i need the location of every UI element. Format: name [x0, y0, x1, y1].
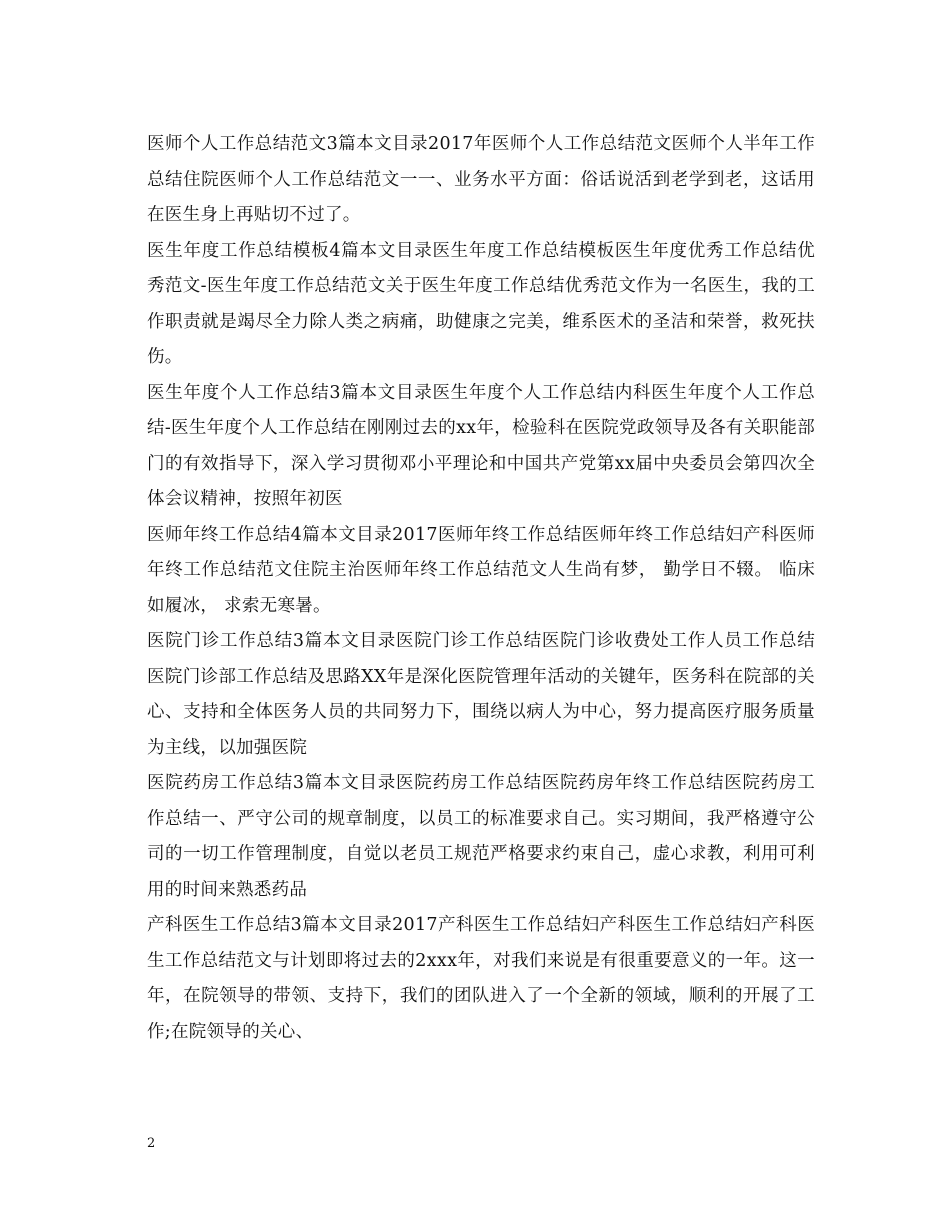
- paragraph-7: 产科医生工作总结3篇本文目录2017产科医生工作总结妇产科医生工作总结妇产科医生工作总结范文与计划即将过去的2xxx年，对我们来说是有很重要意义的一年。这一年，在院领导的带领、支持下，我们的团队进入了一个全新的领域，顺利的开展了工作;在院领导的关心、: [147, 915, 815, 1042]
- paragraph-3: 医生年度个人工作总结3篇本文目录医生年度个人工作总结内科医生年度个人工作总结-医生年度个人工作总结在刚刚过去的xx年，检验科在医院党政领导及各有关职能部门的有效指导下，深入学习贯彻邓小平理论和中国共产党第xx届中央委员会第四次全体会议精神，按照年初医: [147, 382, 815, 509]
- paragraph-1: 医师个人工作总结范文3篇本文目录2017年医师个人工作总结范文医师个人半年工作总结住院医师个人工作总结范文一一、业务水平方面：俗话说活到老学到老，这话用在医生身上再贴切不过了。: [147, 134, 815, 225]
- paragraph-5: 医院门诊工作总结3篇本文目录医院门诊工作总结医院门诊收费处工作人员工作总结医院门诊部工作总结及思路XX年是深化医院管理年活动的关键年，医务科在院部的关心、支持和全体医务人员的共同努力下，围绕以病人为中心，努力提高医疗服务质量为主线，以加强医院: [147, 631, 815, 758]
- page-number: 2: [147, 1136, 156, 1151]
- document-body: [147, 127, 815, 1050]
- paragraph-6: 医院药房工作总结3篇本文目录医院药房工作总结医院药房年终工作总结医院药房工作总结一、严守公司的规章制度，以员工的标准要求自己。实习期间，我严格遵守公司的一切工作管理制度，自觉以老员工规范严格要求约束自己，虚心求教，利用可利用的时间来熟悉药品: [147, 773, 815, 900]
- paragraph-2: 医生年度工作总结模板4篇本文目录医生年度工作总结模板医生年度优秀工作总结优秀范文-医生年度工作总结范文关于医生年度工作总结优秀范文作为一名医生，我的工作职责就是竭尽全力除人类之病痛，助健康之完美，维系医术的圣洁和荣誉，救死扶伤。: [147, 240, 815, 367]
- paragraph-4: 医师年终工作总结4篇本文目录2017医师年终工作总结医师年终工作总结妇产科医师年终工作总结范文住院主治医师年终工作总结范文人生尚有梦， 勤学日不辍。 临床如履冰， 求索无寒暑。: [147, 524, 815, 616]
